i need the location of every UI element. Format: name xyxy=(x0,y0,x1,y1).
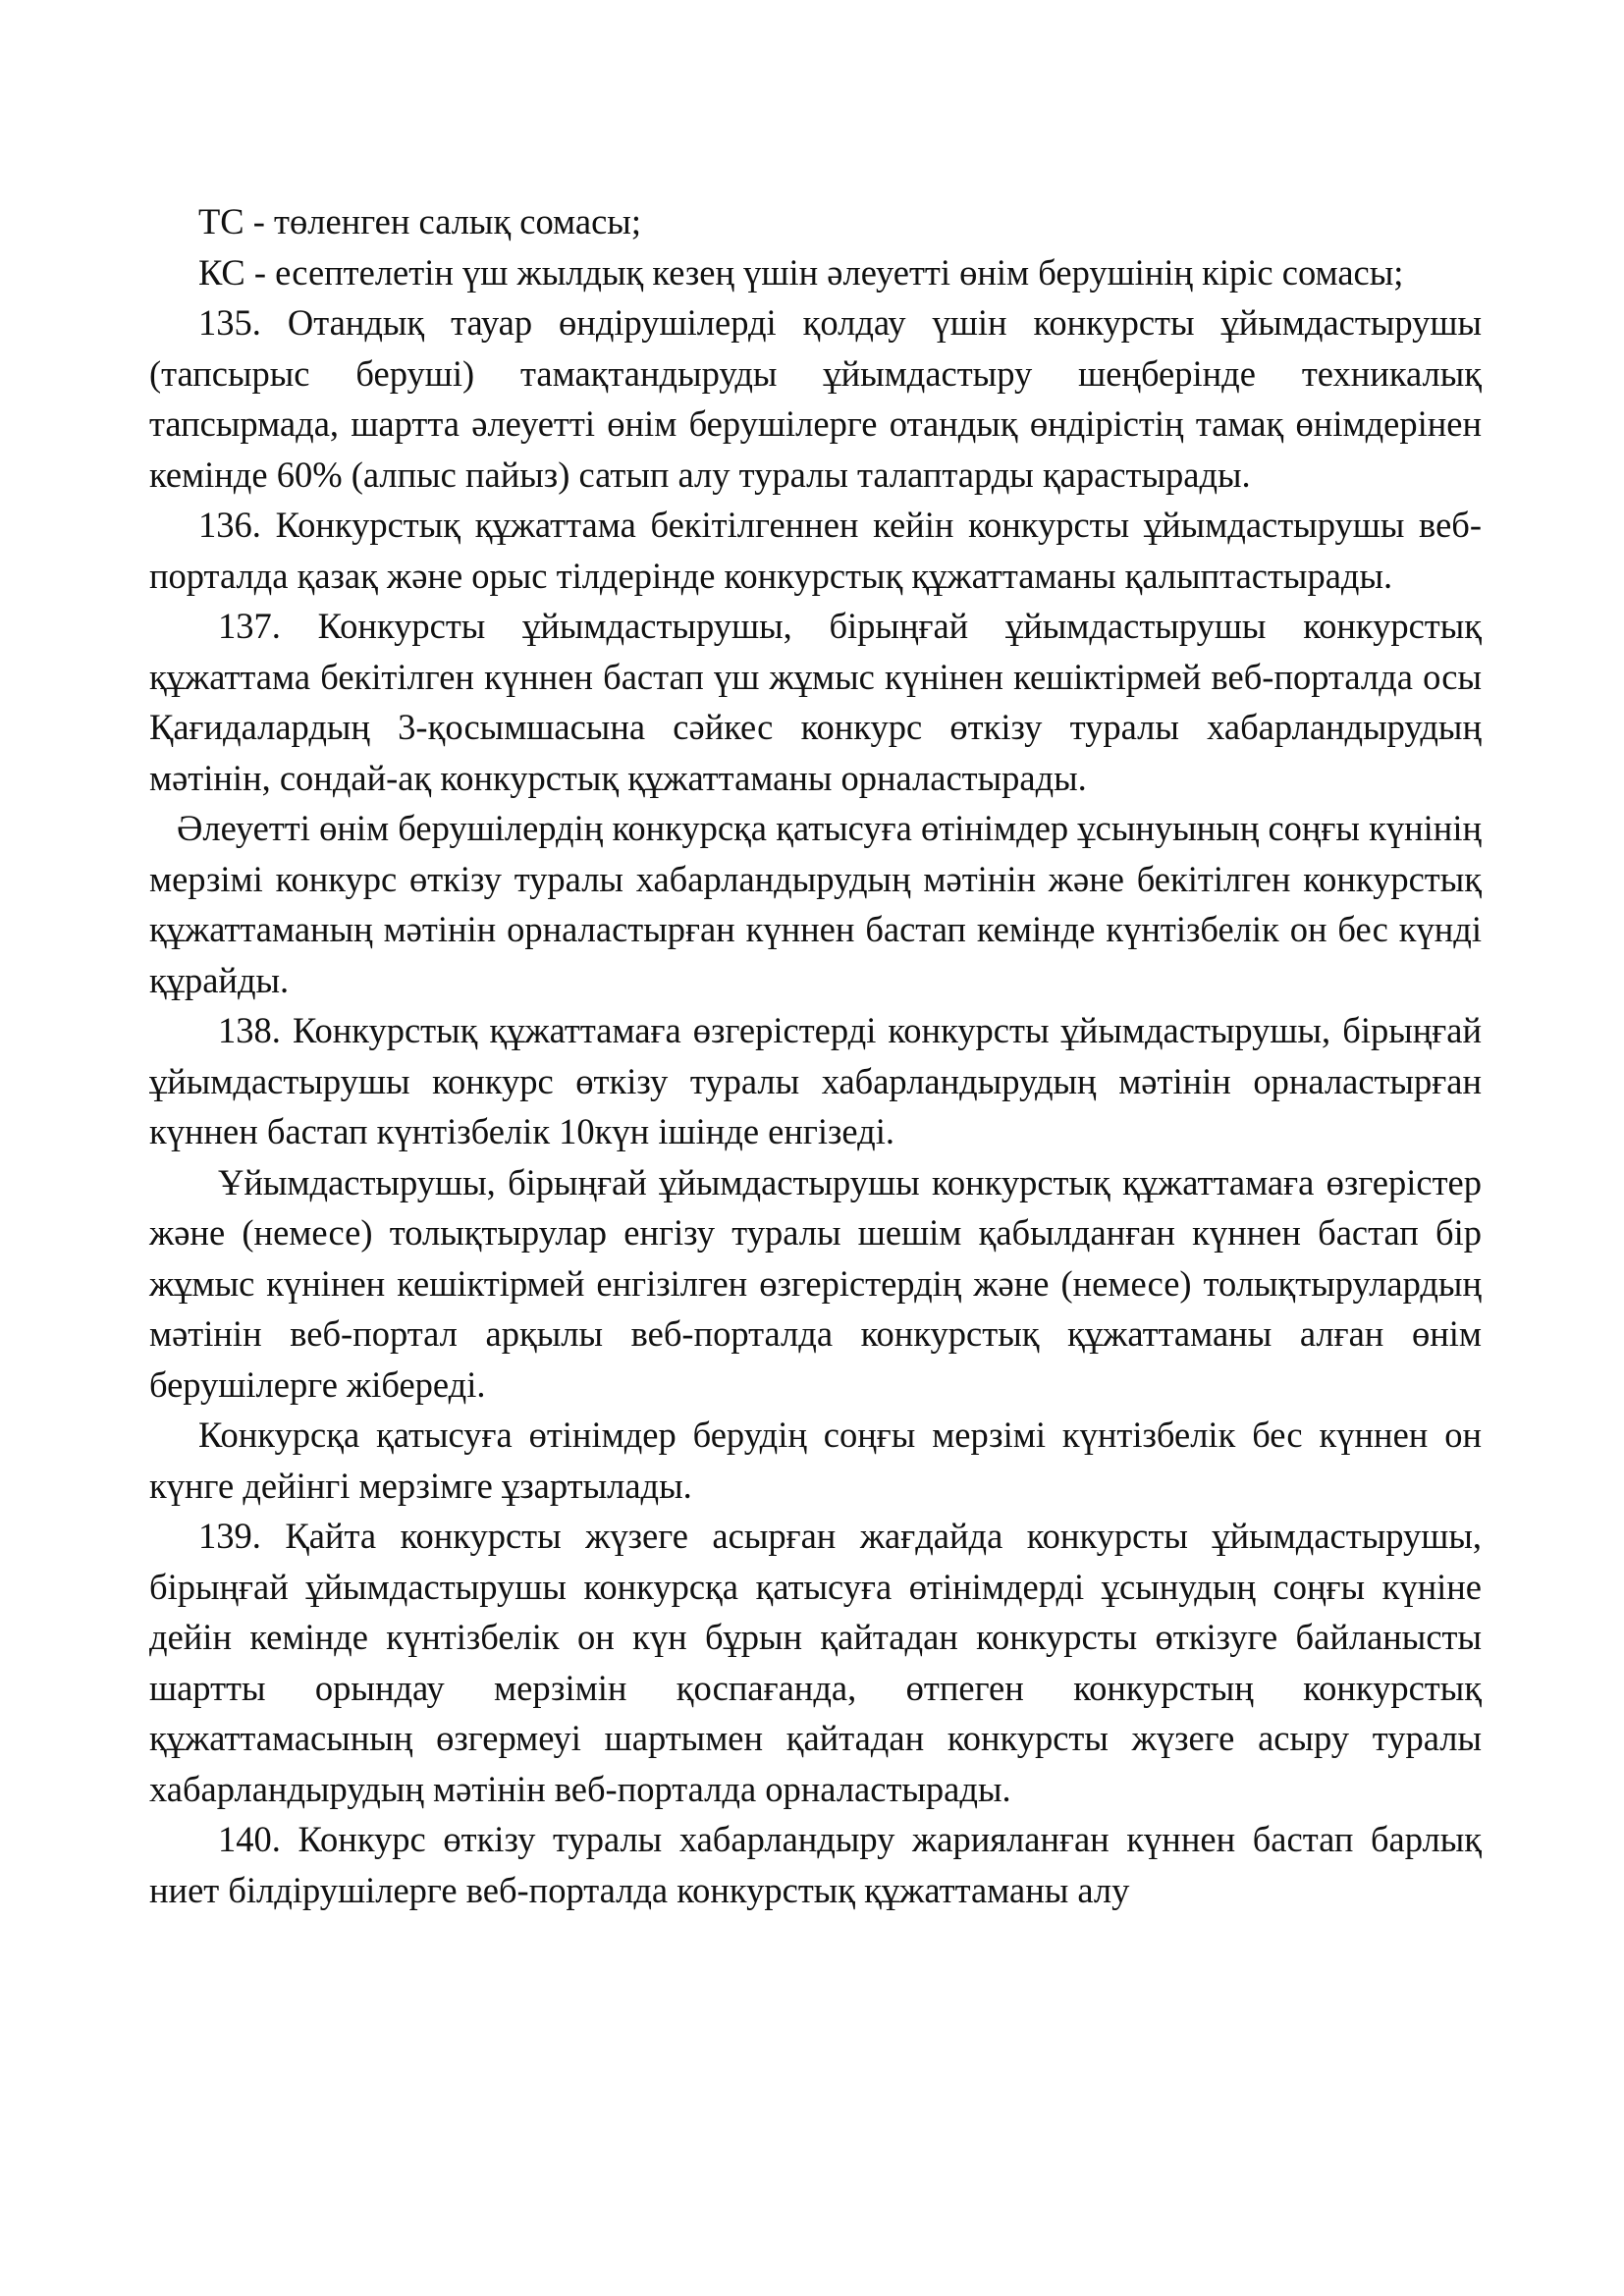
paragraph-139: 139. Қайта конкурсты жүзеге асырған жағдайда конкурсты ұйымдастырушы, бірыңғай ұйымдастырушы конкурсқа қатысуға өтінімдерді ұсынудың соңғы күніне дейін кемінде күнтізбелік он күн бұрын қайтадан конкурсты өткізуге байланысты шартты орындау мерзімін қоспағанда, өтпеген конкурстың конкурстық құжаттамасының өзгермеуі шартымен қайтадан конкурсты жүзеге асыру туралы хабарландырудың мәтінін веб-порталда орналастырады. xyxy=(149,1516,1482,1809)
paragraph-amendments-notice: Ұйымдастырушы, бірыңғай ұйымдастырушы конкурстық құжаттамаға өзгерістер және (немесе) толықтырулар енгізу туралы шешім қабылданған күннен бастап бір жұмыс күнінен кешіктірмей енгізілген өзгерістердің және (немесе) толықтырулардың мәтінін веб-портал арқылы веб-порталда конкурстық құжаттаманы алған өнім берушілерге жібереді. xyxy=(149,1161,1482,1405)
paragraph-137: 137. Конкурсты ұйымдастырушы, бірыңғай ұйымдастырушы конкурстық құжаттама бекітілген күннен бастап үш жұмыс күнінен кешіктірмей веб-порталда осы Қағидалардың 3-қосымшасына сәйкес конкурс өткізу туралы хабарландырудың мәтінін, сондай-ақ конкурстық құжаттаманы орналастырады. xyxy=(149,606,1482,798)
paragraph-135: 135. Отандық тауар өндірушілерді қолдау үшін конкурсты ұйымдастырушы (тапсырыс беруші) тамақтандыруды ұйымдастыру шеңберінде техникалық тапсырмада, шартта әлеуетті өнім берушілерге отандық өндірістің тамақ өнімдерінен кемінде 60% (алпыс пайыз) сатып алу туралы талаптарды қарастырады. xyxy=(149,302,1482,495)
paragraph-application-deadline: Әлеуетті өнім берушілердің конкурсқа қатысуға өтінімдер ұсынуының соңғы күнінің мерзімі конкурс өткізу туралы хабарландырудың мәтінін және бекітілген конкурстық құжаттаманың мәтінін орналастырған күннен бастап кемінде күнтізбелік он бес күнді құрайды. xyxy=(149,808,1482,1000)
paragraph-140: 140. Конкурс өткізу туралы хабарландыру жарияланған күннен бастап барлық ниет білдірушілерге веб-порталда конкурстық құжаттаманы алу xyxy=(149,1819,1482,1910)
paragraph-136: 136. Конкурстық құжаттама бекітілгеннен кейін конкурсты ұйымдастырушы веб-порталда қазақ және орыс тілдерінде конкурстық құжаттаманы қалыптастырады. xyxy=(149,505,1482,596)
paragraph-deadline-extension: Конкурсқа қатысуға өтінімдер берудің соңғы мерзімі күнтізбелік бес күннен он күнге дейінгі мерзімге ұзартылады. xyxy=(149,1415,1482,1506)
paragraph-ks-definition: КС - есептелетін үш жылдық кезең үшін әлеуетті өнім берушінің кіріс сомасы; xyxy=(198,251,1404,293)
paragraph-ts-definition: ТС - төленген салық сомасы; xyxy=(198,201,641,241)
paragraph-138: 138. Конкурстық құжаттамаға өзгерістерді конкурсты ұйымдастырушы, бірыңғай ұйымдастырушы конкурс өткізу туралы хабарландырудың мәтінін орналастырған күннен бастап күнтізбелік 10күн ішінде енгізеді. xyxy=(149,1010,1482,1151)
document-body xyxy=(149,196,1482,1915)
